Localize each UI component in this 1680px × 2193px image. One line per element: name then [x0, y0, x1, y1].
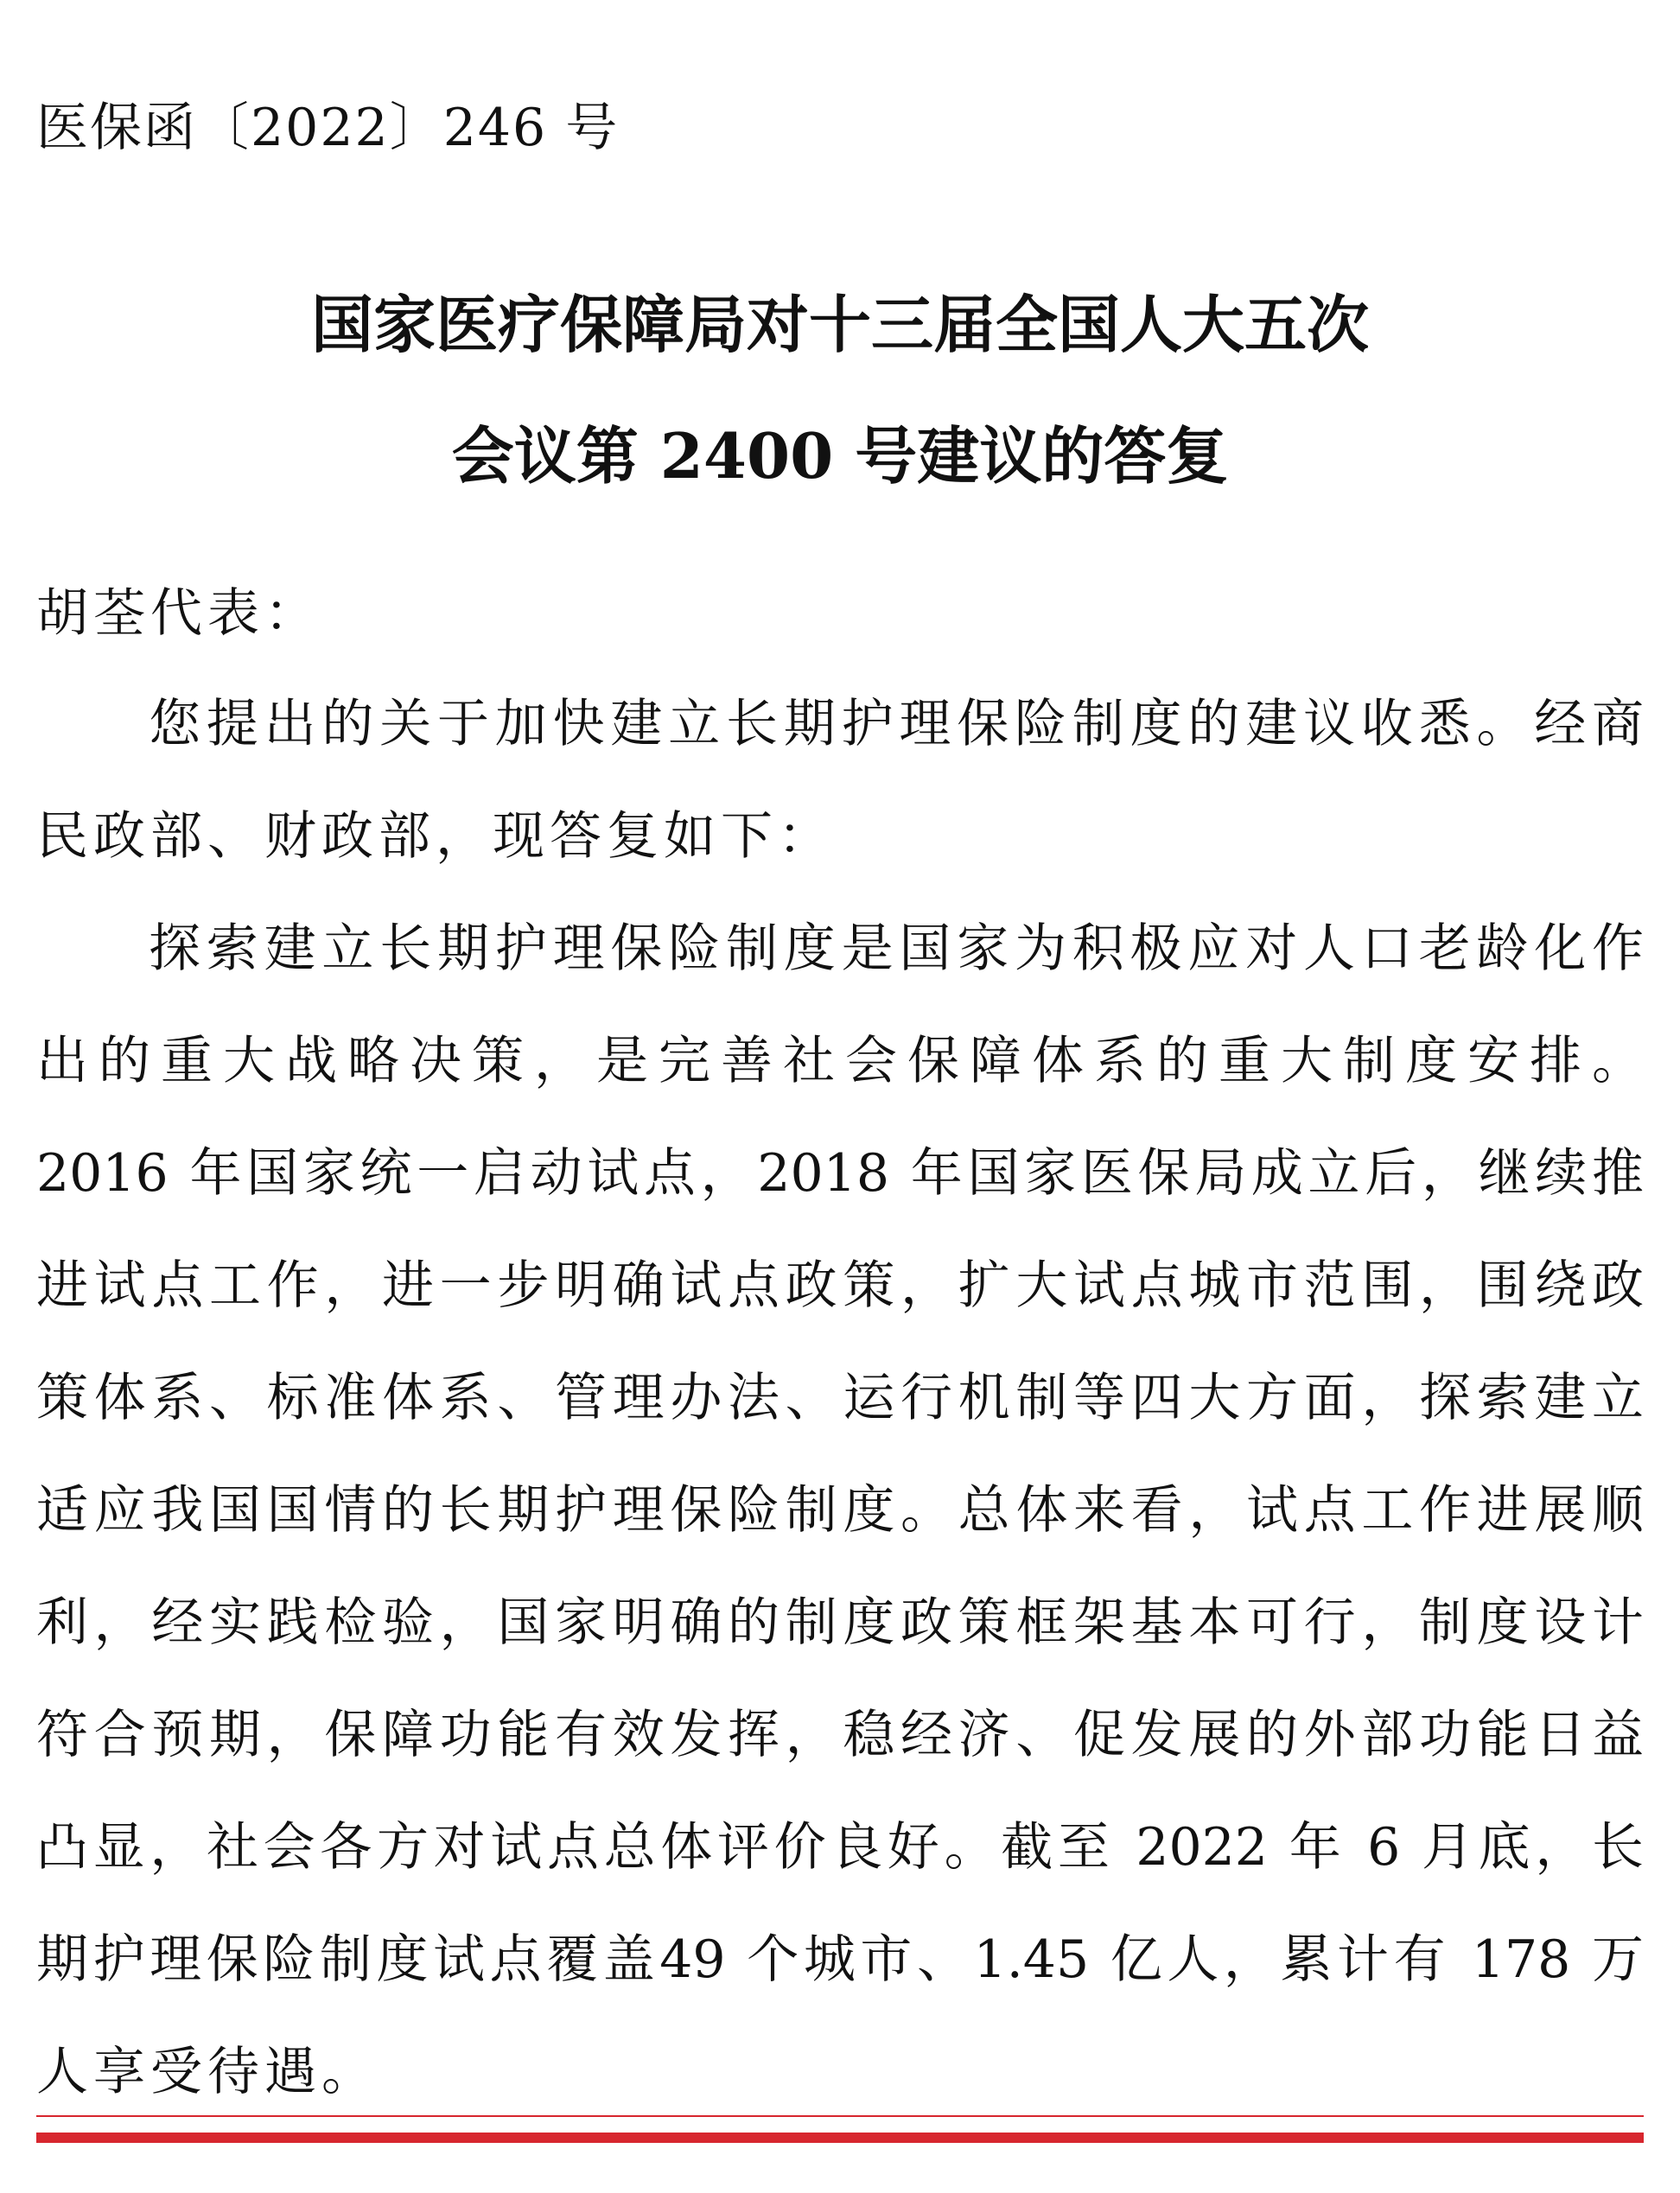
body-line: 探索建立长期护理保险制度是国家为积极应对人口老龄化作 — [149, 919, 1644, 979]
body-line: 期护理保险制度试点覆盖49 个城市、1.45 亿人，累计有 178 万 — [36, 1929, 1644, 1990]
document-number: 医保函〔2022〕246 号 — [36, 98, 620, 158]
body-line: 民政部、财政部，现答复如下： — [36, 806, 835, 867]
body-line: 人享受待遇。 — [36, 2042, 379, 2102]
body-line: 凸显，社会各方对试点总体评价良好。截至 2022 年 6 月底，长 — [36, 1817, 1644, 1878]
body-line: 出的重大战略决策，是完善社会保障体系的重大制度安排。 — [36, 1031, 1644, 1091]
document-title-line-1: 国家医疗保障局对十三届全国人大五次 — [310, 288, 1369, 361]
footer-rule-thick — [36, 2133, 1644, 2143]
body-line: 2016 年国家统一启动试点，2018 年国家医保局成立后，继续推 — [36, 1143, 1644, 1204]
salutation: 胡荃代表： — [36, 583, 321, 644]
footer-rule-thin — [36, 2115, 1644, 2117]
body-line: 利，经实践检验，国家明确的制度政策框架基本可行，制度设计 — [36, 1592, 1644, 1653]
body-line: 您提出的关于加快建立长期护理保险制度的建议收悉。经商 — [149, 694, 1644, 754]
body-line: 策体系、标准体系、管理办法、运行机制等四大方面，探索建立 — [36, 1368, 1644, 1428]
body-line: 适应我国国情的长期护理保险制度。总体来看，试点工作进展顺 — [36, 1480, 1644, 1541]
body-line: 符合预期，保障功能有效发挥，稳经济、促发展的外部功能日益 — [36, 1705, 1644, 1765]
document-title-line-2: 会议第 2400 号建议的答复 — [451, 419, 1229, 493]
body-line: 进试点工作，进一步明确试点政策，扩大试点城市范围，围绕政 — [36, 1255, 1644, 1316]
